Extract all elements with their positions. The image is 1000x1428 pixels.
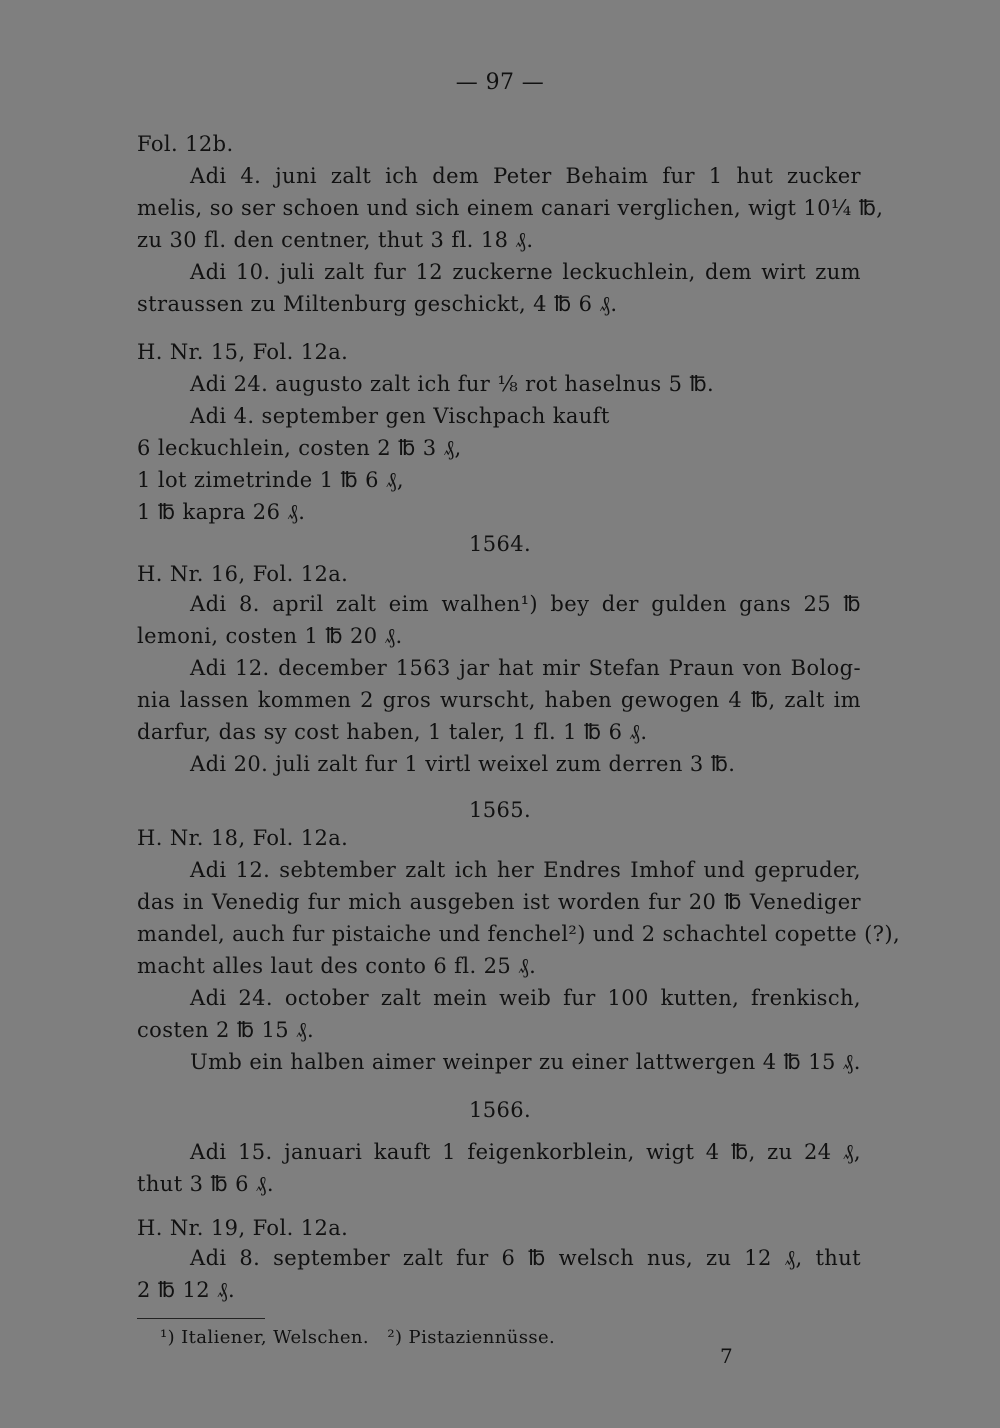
text-line: darfur, das sy cost haben, 1 taler, 1 fl. 1 ℔ 6 ₰.: [137, 720, 648, 744]
text-line: 2 ℔ 12 ₰.: [137, 1278, 236, 1302]
text-line: Adi 15. januari kauft 1 feigenkorblein, wigt 4 ℔, zu 24 ₰,: [190, 1140, 861, 1164]
text-line: Adi 20. juli zalt fur 1 virtl weixel zum derren 3 ℔.: [190, 752, 736, 776]
footnote-rule: [137, 1318, 265, 1319]
text-line: 6 leckuchlein, costen 2 ℔ 3 ₰,: [137, 436, 462, 460]
signature-mark: 7: [720, 1344, 733, 1368]
page-number: — 97 —: [455, 70, 545, 95]
text-line: lemoni, costen 1 ℔ 20 ₰.: [137, 624, 403, 648]
year-heading: 1566.: [468, 1098, 532, 1122]
footnotes: ¹) Italiener, Welschen. ²) Pistaziennüsse.: [160, 1327, 556, 1348]
text-line: Adi 8. april zalt eim walhen¹) bey der gulden gans 25 ℔: [190, 592, 861, 616]
text-line: macht alles laut des conto 6 fl. 25 ₰.: [137, 954, 537, 978]
year-heading: 1565.: [468, 798, 532, 822]
text-line: Adi 24. october zalt mein weib fur 100 kutten, frenkisch,: [190, 986, 861, 1010]
text-line: costen 2 ℔ 15 ₰.: [137, 1018, 315, 1042]
folio-heading: Fol. 12b.: [137, 132, 234, 156]
text-line: melis, so ser schoen und sich einem canari verglichen, wigt 10¼ ℔,: [137, 196, 884, 220]
text-line: Adi 12. december 1563 jar hat mir Stefan Praun von Bolog-: [190, 656, 861, 680]
text-line: Adi 12. sebtember zalt ich her Endres Imhof und gepruder,: [190, 858, 861, 882]
text-line: mandel, auch fur pistaiche und fenchel²) und 2 schachtel copette (?),: [137, 922, 901, 946]
text-line: 1 lot zimetrinde 1 ℔ 6 ₰,: [137, 468, 404, 492]
text-line: 1 ℔ kapra 26 ₰.: [137, 500, 306, 524]
text-line: thut 3 ℔ 6 ₰.: [137, 1172, 274, 1196]
folio-heading: H. Nr. 16, Fol. 12a.: [137, 562, 349, 586]
text-line: Adi 8. september zalt fur 6 ℔ welsch nus, zu 12 ₰, thut: [190, 1246, 861, 1270]
year-heading: 1564.: [468, 532, 532, 556]
text-line: Umb ein halben aimer weinper zu einer lattwergen 4 ℔ 15 ₰.: [190, 1050, 861, 1074]
text-line: nia lassen kommen 2 gros wurscht, haben gewogen 4 ℔, zalt im: [137, 688, 861, 712]
folio-heading: H. Nr. 15, Fol. 12a.: [137, 340, 349, 364]
folio-heading: H. Nr. 18, Fol. 12a.: [137, 826, 349, 850]
text-line: Adi 10. juli zalt fur 12 zuckerne leckuchlein, dem wirt zum: [190, 260, 861, 284]
text-line: zu 30 fl. den centner, thut 3 fl. 18 ₰.: [137, 228, 534, 252]
text-line: das in Venedig fur mich ausgeben ist worden fur 20 ℔ Venediger: [137, 890, 861, 914]
text-line: Adi 4. juni zalt ich dem Peter Behaim fur 1 hut zucker: [190, 164, 861, 188]
text-line: straussen zu Miltenburg geschickt, 4 ℔ 6 ₰.: [137, 292, 618, 316]
folio-heading: H. Nr. 19, Fol. 12a.: [137, 1216, 349, 1240]
text-line: Adi 4. september gen Vischpach kauft: [190, 404, 610, 428]
text-line: Adi 24. augusto zalt ich fur ⅛ rot haselnus 5 ℔.: [190, 372, 715, 396]
